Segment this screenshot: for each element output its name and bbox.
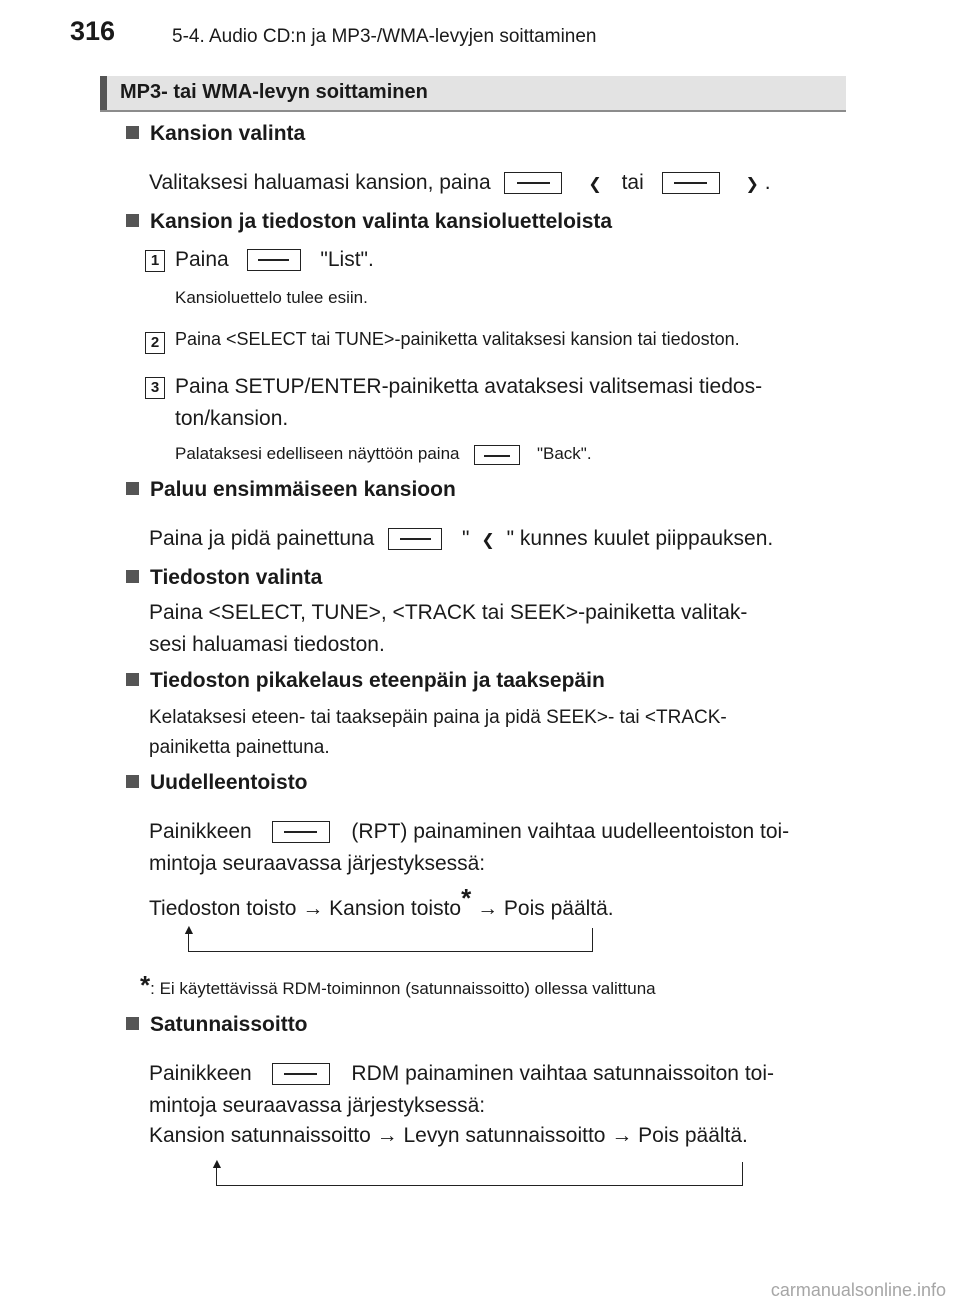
rdm-button-icon (272, 1063, 330, 1085)
random-line-1: Painikkeen RDM painaminen vaihtaa satunnaissoiton toi- (149, 1062, 774, 1085)
step-2-text: Paina <SELECT tai TUNE>-painiketta valitaksesi kansion tai tiedoston. (175, 329, 740, 349)
footnote-marker: * (461, 883, 472, 913)
heading-folder-select: Kansion valinta (126, 122, 305, 146)
arrow-right-icon: → (477, 897, 499, 920)
step-number-3: 3 (145, 377, 165, 399)
step-number-1: 1 (145, 250, 165, 272)
cycle-arrow-up-icon: ▲ (182, 921, 196, 937)
back-note: Palataksesi edelliseen näyttöön paina "Back". (175, 444, 592, 463)
bullet-square-icon (126, 1017, 139, 1030)
heading-file-select: Tiedoston valinta (126, 566, 322, 590)
bullet-square-icon (126, 673, 139, 686)
heading-folder-list: Kansion ja tiedoston valinta kansioluetteloista (126, 210, 612, 234)
folder-down-button-icon (388, 528, 442, 550)
bullet-square-icon (126, 126, 139, 139)
repeat-cycle-return-line (188, 928, 593, 952)
arrow-right-icon: → (376, 1124, 398, 1147)
arrow-right-icon: → (611, 1124, 633, 1147)
random-cycle-return-line (216, 1162, 743, 1186)
section-band-accent (100, 76, 107, 110)
watermark: carmanualsonline.info (770, 1280, 946, 1300)
repeat-sequence: Tiedoston toisto → Kansion toisto* → Pois päältä. (149, 883, 614, 920)
bullet-square-icon (126, 482, 139, 495)
heading-first-folder: Paluu ensimmäiseen kansioon (126, 478, 456, 502)
fast-line-2: painiketta painettuna. (149, 737, 330, 758)
section-title: MP3- tai WMA-levyn soittaminen (120, 81, 428, 103)
list-button-icon (247, 249, 301, 271)
footnote-star: * (140, 970, 151, 1000)
bullet-square-icon (126, 214, 139, 227)
folder-up-button-icon (662, 172, 720, 194)
heading-random: Satunnaissoitto (126, 1013, 308, 1037)
step-1-text: Paina "List". (175, 248, 374, 271)
step-1-note: Kansioluettelo tulee esiin. (175, 288, 368, 307)
folder-down-button-icon (504, 172, 562, 194)
heading-fast-forward: Tiedoston pikakelaus eteenpäin ja taaksepäin (126, 669, 605, 693)
fast-line-1: Kelataksesi eteen- tai taaksepäin paina ja pidä SEEK>- tai <TRACK- (149, 707, 727, 728)
heading-repeat: Uudelleentoisto (126, 771, 308, 795)
left-chevron-icon: ❮ (588, 176, 602, 193)
right-chevron-icon: ❯ (745, 176, 759, 193)
chapter-title: 5-4. Audio CD:n ja MP3-/WMA-levyjen soittaminen (172, 26, 597, 47)
cycle-arrow-up-icon: ▲ (210, 1155, 224, 1171)
arrow-right-icon: → (302, 897, 324, 920)
repeat-line-1: Painikkeen (RPT) painaminen vaihtaa uudelleentoiston toi- (149, 820, 790, 843)
file-select-line-1: Paina <SELECT, TUNE>, <TRACK tai SEEK>-painiketta valitak- (149, 601, 748, 624)
step-3-line-2: ton/kansion. (175, 407, 289, 430)
footnote: *: Ei käytettävissä RDM-toiminnon (satunnaissoitto) ollessa valittuna (140, 970, 656, 1000)
left-chevron-icon: ❮ (481, 532, 495, 549)
section-title-band (100, 76, 846, 112)
bullet-square-icon (126, 570, 139, 583)
random-sequence: Kansion satunnaissoitto → Levyn satunnaissoitto → Pois päältä. (149, 1124, 748, 1147)
first-folder-text: Paina ja pidä painettuna " ❮ " kunnes kuulet piippauksen. (149, 527, 774, 550)
rpt-button-icon (272, 821, 330, 843)
step-3-line-1: Paina SETUP/ENTER-painiketta avataksesi valitsemasi tiedos- (175, 375, 763, 398)
page-number: 316 (70, 16, 116, 46)
step-number-2: 2 (145, 332, 165, 354)
file-select-line-2: sesi haluamasi tiedoston. (149, 633, 385, 656)
back-button-icon (474, 445, 520, 465)
folder-select-text: Valitaksesi haluamasi kansion, paina ❮ tai ❯ . (149, 171, 771, 194)
random-line-2: mintoja seuraavassa järjestyksessä: (149, 1094, 486, 1117)
bullet-square-icon (126, 775, 139, 788)
repeat-line-2: mintoja seuraavassa järjestyksessä: (149, 852, 486, 875)
